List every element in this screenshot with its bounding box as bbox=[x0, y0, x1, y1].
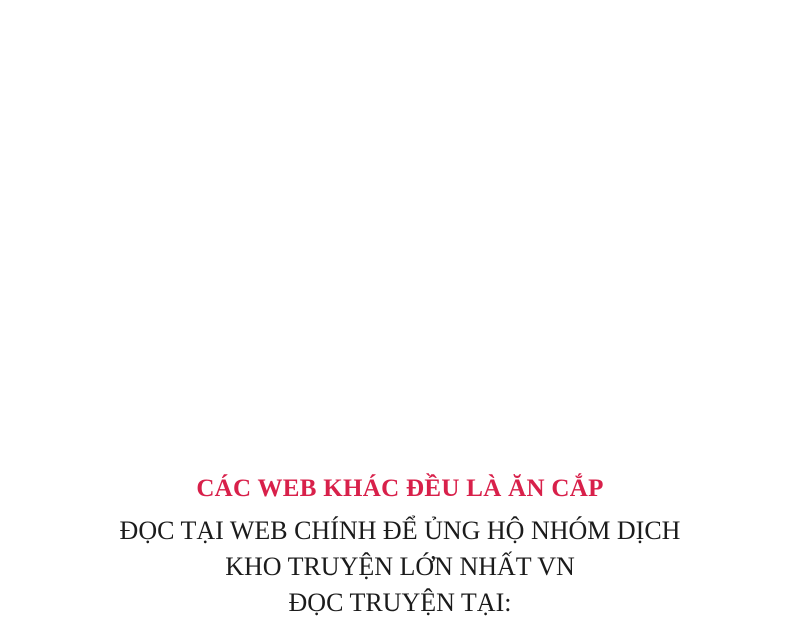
notice-line-1: ĐỌC TẠI WEB CHÍNH ĐỂ ỦNG HỘ NHÓM DỊCH bbox=[119, 516, 681, 545]
notice-line-3: ĐỌC TRUYỆN TẠI: bbox=[288, 588, 512, 617]
notice-line-2: KHO TRUYỆN LỚN NHẤT VN bbox=[225, 552, 575, 581]
notice-headline: CÁC WEB KHÁC ĐỀU LÀ ĂN CẮP bbox=[196, 475, 604, 502]
watermark-notice bbox=[0, 472, 800, 620]
